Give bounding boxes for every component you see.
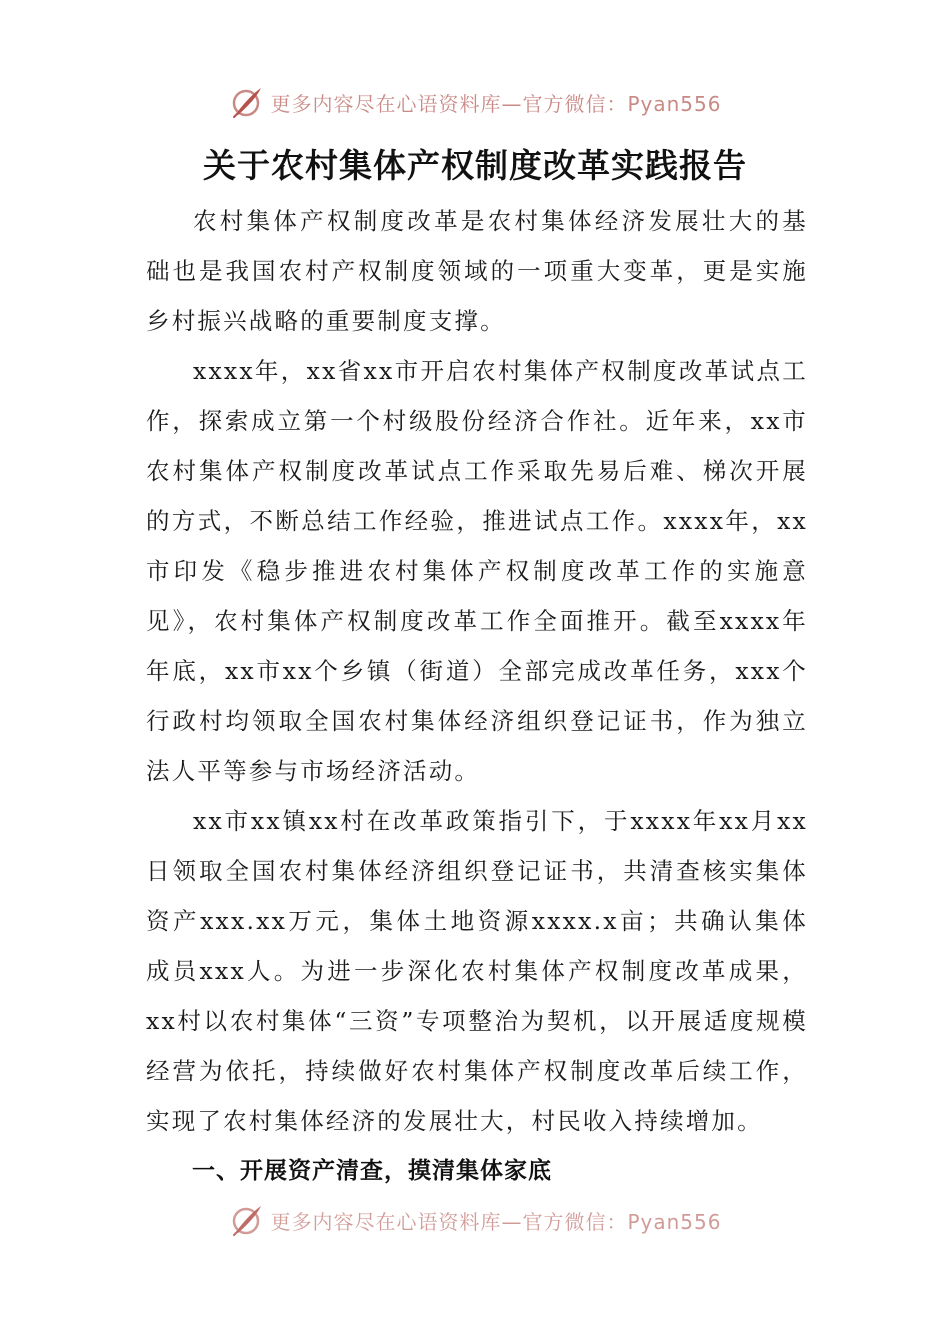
paragraph-pilot-progress: xxxx年，xx省xx市开启农村集体产权制度改革试点工作，探索成立第一个村级股份经济合作社。近年来，xx市农村集体产权制度改革试点工作采取先易后难、梯次开展的方式，不断总结工作经验，推进试点工作。xxxx年，xx市印发《稳步推进农村集体产权制度改革工作的实施意见》，农村集体产权制度改革工作全面推开。截至xxxx年年底，xx市xx个乡镇（街道）全部完成改革任务，xxx个行政村均领取全国农村集体经济组织登记证书，作为独立法人平等参与市场经济活动。 bbox=[146, 357, 808, 785]
quill-pen-logo-icon bbox=[228, 84, 264, 120]
section-heading: 一、开展资产清查，摸清集体家底 bbox=[192, 1158, 552, 1184]
paragraph-intro: 农村集体产权制度改革是农村集体经济发展壮大的基础也是我国农村产权制度领域的一项重大变革，更是实施乡村振兴战略的重要制度支撑。 bbox=[146, 207, 808, 335]
watermark-text: 更多内容尽在心语资料库—官方微信：Pyan556 bbox=[270, 1209, 722, 1234]
document-title: 关于农村集体产权制度改革实践报告 bbox=[203, 146, 747, 185]
footer-watermark bbox=[0, 1200, 950, 1240]
watermark-text: 更多内容尽在心语资料库—官方微信：Pyan556 bbox=[270, 91, 722, 116]
paragraph-village-case: xx市xx镇xx村在改革政策指引下，于xxxx年xx月xx日领取全国农村集体经济组织登记证书，共清查核实集体资产xxx.xx万元，集体土地资源xxxx.x亩；共确认集体成员xxx人。为进一步深化农村集体产权制度改革成果，xx村以农村集体“三资”专项整治为契机，以开展适度规模经营为依托，持续做好农村集体产权制度改革后续工作，实现了农村集体经济的发展壮大，村民收入持续增加。 bbox=[146, 807, 808, 1135]
header-watermark bbox=[0, 82, 950, 122]
document-body bbox=[146, 196, 808, 1196]
quill-pen-logo-icon bbox=[228, 1202, 264, 1238]
